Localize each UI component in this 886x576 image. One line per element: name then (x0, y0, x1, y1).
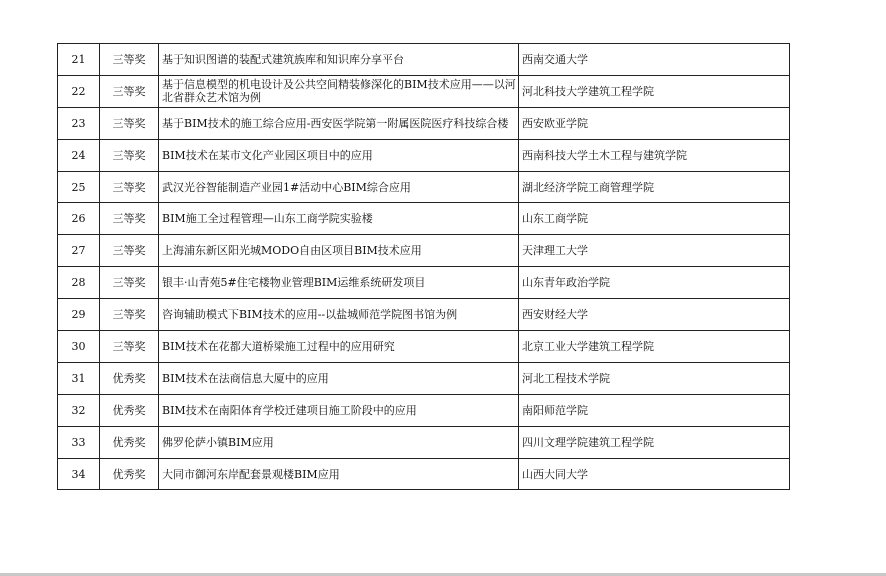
table-row (58, 75, 790, 107)
project-title: BIM施工全过程管理—山东工商学院实验楼 (159, 203, 519, 235)
institution-name: 山西大同大学 (519, 458, 790, 490)
project-title: BIM技术在花都大道桥梁施工过程中的应用研究 (159, 331, 519, 363)
project-title: 基于知识图谱的装配式建筑族库和知识库分享平台 (159, 44, 519, 76)
award-level: 三等奖 (100, 203, 159, 235)
project-title: 银丰·山青苑5#住宅楼物业管理BIM运维系统研发项目 (159, 267, 519, 299)
table-row (58, 235, 790, 267)
award-level: 优秀奖 (100, 458, 159, 490)
table-row (58, 171, 790, 203)
table-row (58, 426, 790, 458)
award-level: 三等奖 (100, 235, 159, 267)
row-number: 34 (58, 458, 100, 490)
institution-name: 山东工商学院 (519, 203, 790, 235)
project-title: BIM技术在法商信息大厦中的应用 (159, 362, 519, 394)
award-level: 优秀奖 (100, 362, 159, 394)
row-number: 25 (58, 171, 100, 203)
table-row (58, 362, 790, 394)
row-number: 27 (58, 235, 100, 267)
award-level: 三等奖 (100, 331, 159, 363)
table-row (58, 331, 790, 363)
institution-name: 北京工业大学建筑工程学院 (519, 331, 790, 363)
table-row (58, 458, 790, 490)
project-title: 佛罗伦萨小镇BIM应用 (159, 426, 519, 458)
awards-table (57, 43, 790, 490)
row-number: 22 (58, 75, 100, 107)
row-number: 31 (58, 362, 100, 394)
institution-name: 西南科技大学土木工程与建筑学院 (519, 139, 790, 171)
table-row (58, 267, 790, 299)
row-number: 24 (58, 139, 100, 171)
table-row (58, 44, 790, 76)
project-title: 武汉光谷智能制造产业园1#活动中心BIM综合应用 (159, 171, 519, 203)
table-row (58, 203, 790, 235)
row-number: 32 (58, 394, 100, 426)
project-title: 基于信息模型的机电设计及公共空间精装修深化的BIM技术应用——以河北省群众艺术馆为例 (159, 75, 519, 107)
row-number: 33 (58, 426, 100, 458)
institution-name: 山东青年政治学院 (519, 267, 790, 299)
awards-table-body (58, 44, 790, 490)
institution-name: 河北工程技术学院 (519, 362, 790, 394)
project-title: 基于BIM技术的施工综合应用-西安医学院第一附属医院医疗科技综合楼 (159, 107, 519, 139)
institution-name: 湖北经济学院工商管理学院 (519, 171, 790, 203)
project-title: BIM技术在南阳体育学校迁建项目施工阶段中的应用 (159, 394, 519, 426)
award-level: 三等奖 (100, 139, 159, 171)
award-level: 三等奖 (100, 171, 159, 203)
project-title: 大同市御河东岸配套景观楼BIM应用 (159, 458, 519, 490)
award-level: 三等奖 (100, 107, 159, 139)
table-row (58, 299, 790, 331)
row-number: 29 (58, 299, 100, 331)
row-number: 21 (58, 44, 100, 76)
award-level: 优秀奖 (100, 426, 159, 458)
award-level: 三等奖 (100, 299, 159, 331)
award-level: 三等奖 (100, 267, 159, 299)
institution-name: 四川文理学院建筑工程学院 (519, 426, 790, 458)
institution-name: 南阳师范学院 (519, 394, 790, 426)
table-row (58, 394, 790, 426)
table-row (58, 107, 790, 139)
table-row (58, 139, 790, 171)
row-number: 23 (58, 107, 100, 139)
project-title: BIM技术在某市文化产业园区项目中的应用 (159, 139, 519, 171)
award-level: 优秀奖 (100, 394, 159, 426)
award-level: 三等奖 (100, 75, 159, 107)
institution-name: 西安欧亚学院 (519, 107, 790, 139)
institution-name: 西南交通大学 (519, 44, 790, 76)
row-number: 30 (58, 331, 100, 363)
institution-name: 河北科技大学建筑工程学院 (519, 75, 790, 107)
project-title: 上海浦东新区阳光城MODO自由区项目BIM技术应用 (159, 235, 519, 267)
institution-name: 西安财经大学 (519, 299, 790, 331)
row-number: 28 (58, 267, 100, 299)
institution-name: 天津理工大学 (519, 235, 790, 267)
row-number: 26 (58, 203, 100, 235)
award-level: 三等奖 (100, 44, 159, 76)
project-title: 咨询辅助模式下BIM技术的应用--以盐城师范学院图书馆为例 (159, 299, 519, 331)
